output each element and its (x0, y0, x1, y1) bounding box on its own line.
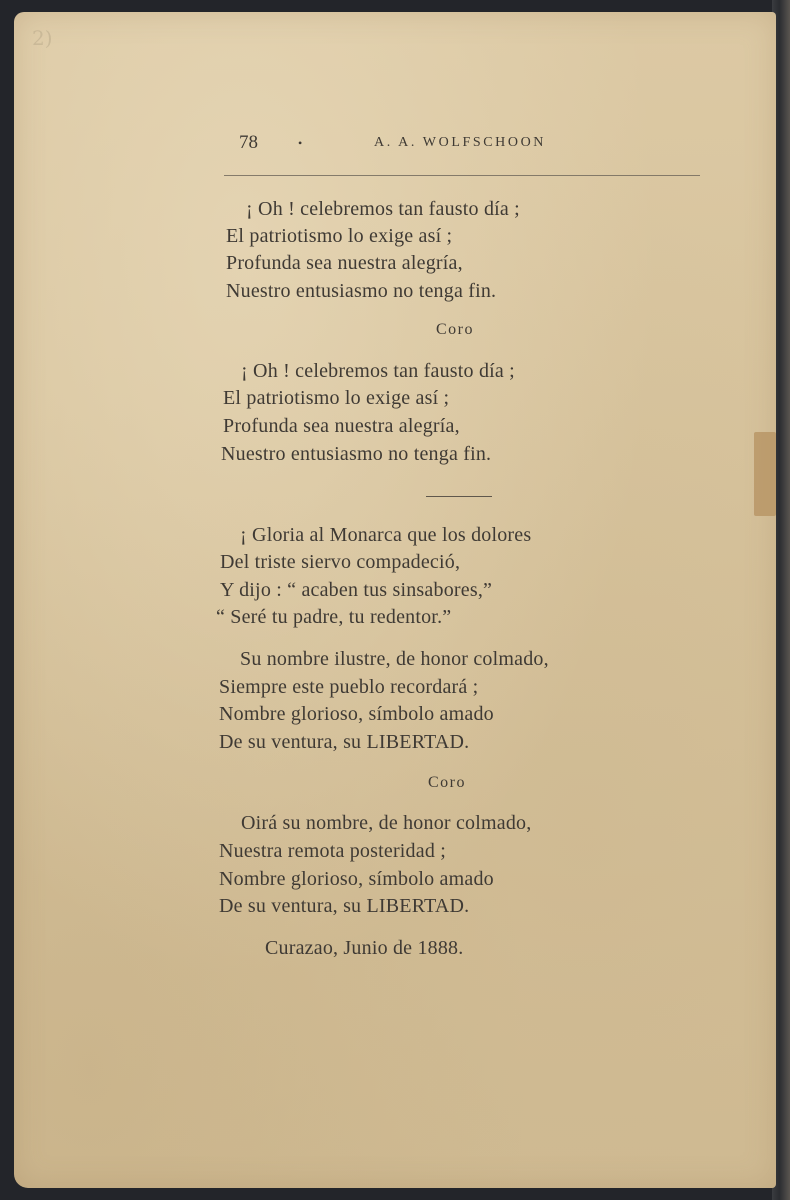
coro-1-line-4: Nuestro entusiasmo no tenga fin. (221, 443, 492, 465)
place-date-signature: Curazao, Junio de 1888. (265, 937, 464, 959)
coro-heading-1: Coro (436, 321, 474, 338)
stanza-2-line-4: “ Seré tu padre, tu redentor.” (216, 606, 452, 628)
head-separator: • (298, 136, 303, 150)
stanza-3-line-2: Siempre este pueblo recordará ; (219, 676, 479, 698)
coro-1-line-3: Profunda sea nuestra alegría, (223, 415, 460, 437)
paper-tab-mark (754, 432, 776, 516)
stanza-3-line-4: De su ventura, su LIBERTAD. (219, 731, 470, 753)
coro-heading-2: Coro (428, 774, 466, 791)
corner-pencil-mark: 2) (32, 26, 53, 50)
coro-2-line-3: Nombre glorioso, símbolo amado (219, 868, 494, 890)
stanza-1-line-3: Profunda sea nuestra alegría, (226, 252, 463, 274)
stanza-1-line-1: ¡ Oh ! celebremos tan fausto día ; (246, 198, 520, 220)
coro-2-line-2: Nuestra remota posteridad ; (219, 840, 446, 862)
section-divider (426, 496, 492, 497)
running-head (14, 132, 776, 156)
coro-2-line-1: Oirá su nombre, de honor colmado, (241, 812, 532, 834)
book-page (14, 12, 776, 1188)
stanza-2-line-1: ¡ Gloria al Monarca que los dolores (240, 524, 532, 546)
coro-1-line-2: El patriotismo lo exige así ; (223, 387, 450, 409)
stanza-2-line-2: Del triste siervo compadeció, (220, 551, 461, 573)
page-number: 78 (239, 132, 258, 153)
header-rule (224, 175, 700, 176)
stanza-1-line-4: Nuestro entusiasmo no tenga fin. (226, 280, 497, 302)
stanza-3-line-1: Su nombre ilustre, de honor colmado, (240, 648, 549, 670)
coro-1-line-1: ¡ Oh ! celebremos tan fausto día ; (241, 360, 515, 382)
coro-2-line-4: De su ventura, su LIBERTAD. (219, 895, 470, 917)
stanza-3-line-3: Nombre glorioso, símbolo amado (219, 703, 494, 725)
stanza-2-line-3: Y dijo : “ acaben tus sinsabores,” (220, 579, 493, 601)
stanza-1-line-2: El patriotismo lo exige así ; (226, 225, 453, 247)
author-name: A. A. WOLFSCHOON (374, 135, 547, 150)
